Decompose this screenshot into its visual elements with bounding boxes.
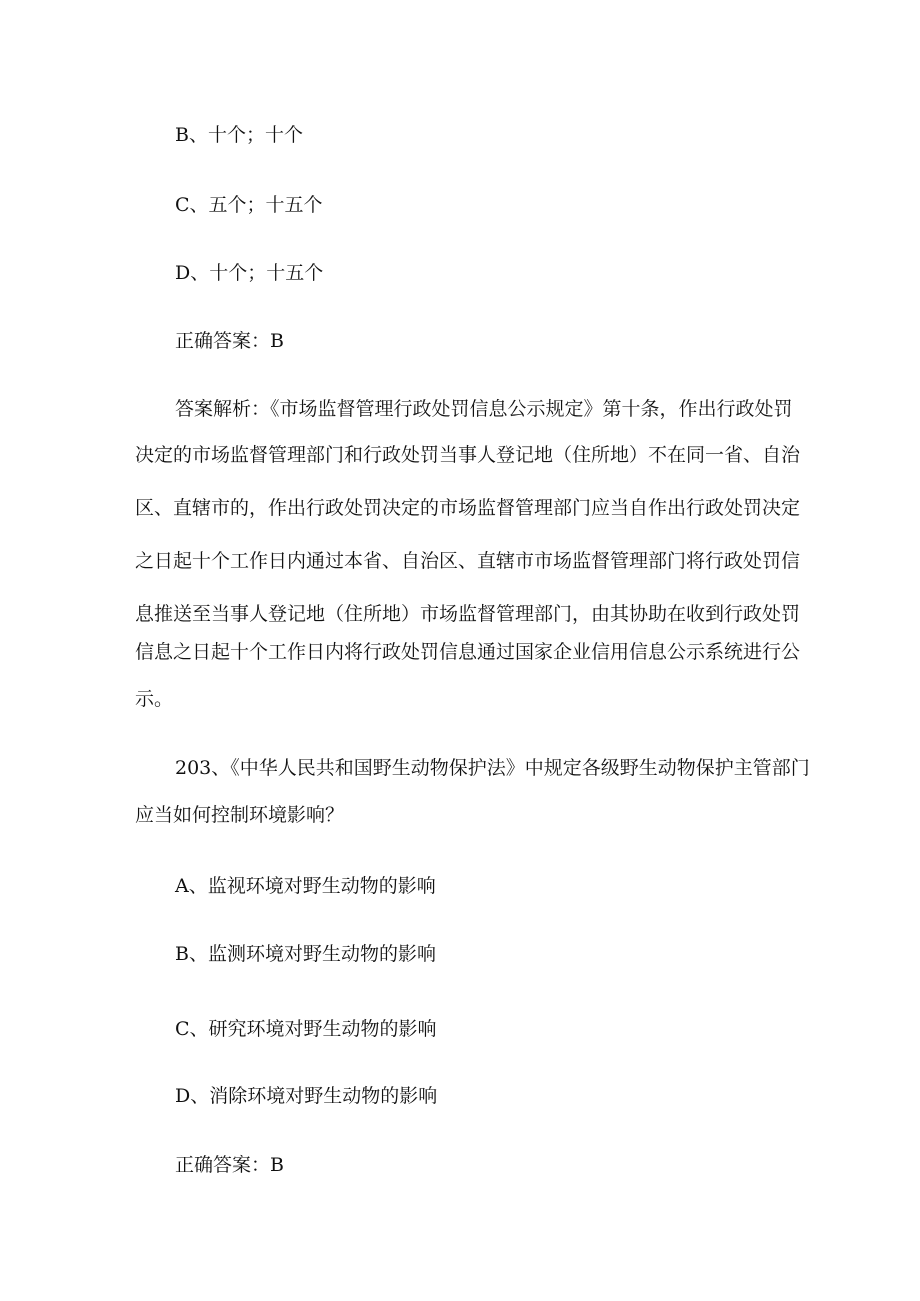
q202-analysis-line: 息推送至当事人登记地（住所地）市场监督管理部门，由其协助在收到行政处罚 bbox=[135, 603, 801, 625]
q203-option-a: A、监视环境对野生动物的影响 bbox=[175, 875, 436, 897]
q203-option-b: B、监测环境对野生动物的影响 bbox=[175, 943, 436, 965]
q202-analysis-line: 之日起十个工作日内通过本省、自治区、直辖市市场监督管理部门将行政处罚信 bbox=[135, 550, 801, 572]
q202-analysis-line: 区、直辖市的，作出行政处罚决定的市场监督管理部门应当自作出行政处罚决定 bbox=[135, 497, 801, 519]
q202-analysis-line: 决定的市场监督管理部门和行政处罚当事人登记地（住所地）不在同一省、自治 bbox=[135, 444, 801, 466]
q203-answer: 正确答案：B bbox=[175, 1154, 284, 1176]
q203-option-d: D、消除环境对野生动物的影响 bbox=[175, 1085, 438, 1107]
q202-option-d: D、十个；十五个 bbox=[175, 262, 324, 284]
q202-analysis-line: 信息之日起十个工作日内将行政处罚信息通过国家企业信用信息公示系统进行公 bbox=[135, 641, 801, 663]
q203-stem-line: 203、《中华人民共和国野生动物保护法》中规定各级野生动物保护主管部门 bbox=[175, 757, 810, 779]
q202-answer: 正确答案：B bbox=[175, 330, 284, 352]
q202-analysis-line: 示。 bbox=[135, 688, 174, 710]
q202-option-b: B、十个；十个 bbox=[175, 124, 303, 146]
q202-option-c: C、五个；十五个 bbox=[175, 194, 323, 216]
q203-stem-line: 应当如何控制环境影响？ bbox=[135, 804, 345, 826]
q202-analysis-line: 答案解析：《市场监督管理行政处罚信息公示规定》第十条，作出行政处罚 bbox=[175, 398, 793, 420]
q203-option-c: C、研究环境对野生动物的影响 bbox=[175, 1018, 437, 1040]
